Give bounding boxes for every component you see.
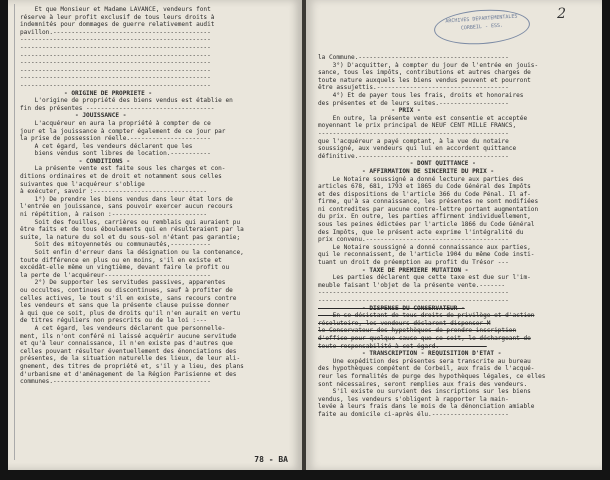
section-heading [318, 160, 594, 168]
line-text: La présente vente est faite sous les charges et con- [20, 165, 226, 173]
text-line [318, 343, 594, 351]
line-text: celles pouvant résulter éventuellement des énonciations des [20, 347, 237, 355]
line-text: toute différence en plus ou en moins, s'il en existe et [20, 256, 222, 264]
text-line [20, 36, 294, 44]
left-page [8, 0, 302, 470]
line-text: Les parties déclarent que cette taxe est due sur l'im- [318, 274, 531, 282]
line-text: excédât-elle même un vingtième, devant faire le profit ou [20, 264, 230, 272]
text-line [20, 173, 294, 181]
line-text: d'office pour quelque cause que ce soit, le déchargeant de [318, 334, 531, 342]
line-text: biens vendus sont libres de location.----------- [20, 150, 211, 158]
text-line [20, 29, 294, 37]
text-line [20, 14, 294, 22]
text-line [20, 120, 294, 128]
line-text: ---------------------------------------------------- [20, 43, 211, 51]
text-line [318, 62, 594, 70]
text-line [318, 396, 594, 404]
line-text: suivantes que l'acquéreur s'oblige [20, 180, 145, 188]
line-text: ditions ordinaires et de droit et notamment sous celles [20, 173, 222, 181]
text-line [318, 198, 594, 206]
text-line [20, 219, 294, 227]
line-text: ment, ils n'ont conféré ni laissé acquérir aucune servitude [20, 332, 237, 340]
text-line [318, 312, 594, 320]
text-line [20, 97, 294, 105]
line-text: 2°) De supporter les servitudes passives, apparentes [20, 279, 226, 287]
text-line [20, 21, 294, 29]
line-text: des hypothèques compétent de Corbeil, aux frais de l'acqué- [318, 365, 535, 373]
line-text: firme, qu'à sa connaissance, les présentes ne sont modifiées [318, 198, 539, 206]
text-line [318, 388, 594, 396]
line-text: En se désistant de tous droits de privilège et d'action [318, 312, 535, 320]
text-line [318, 259, 594, 267]
line-text: - JOUISSANCE - [20, 112, 127, 120]
text-line [318, 54, 594, 62]
line-text: S'il existe ou survient des inscriptions sur les biens [318, 388, 531, 396]
line-text: gnement, des titres de propriété et, s'il y a lieu, des plans [20, 362, 244, 370]
line-text: L'origine de propriété des biens vendus est établie en [20, 97, 233, 105]
line-text: levée à leurs frais dans le mois de la dénonciation amiable [318, 403, 535, 411]
line-text: Soit des mitoyennetés ou communautés,----------- [20, 241, 211, 249]
text-line [318, 244, 594, 252]
text-line [20, 6, 294, 14]
text-line [318, 381, 594, 389]
line-text: des présentes et de leurs suites.------------------- [318, 99, 509, 107]
text-line [20, 310, 294, 318]
line-text: à qui que ce soit, plus de droits qu'il n'en aurait en vertu [20, 309, 241, 317]
line-text: que l'acquéreur a payé comptant, à la vue du notaire [318, 137, 509, 145]
line-text: réserve à leur profit exclusif de tous leurs droits à [20, 13, 215, 21]
text-line [318, 358, 594, 366]
text-line [318, 297, 594, 305]
line-text: reur les formalités de purge des hypothèques légales, ce elles [318, 372, 546, 380]
line-text: qui le reconnaissent, de l'article 1904 du même Code insti- [318, 251, 535, 259]
line-text: à exécuter, savoir :------------------------------- [20, 188, 208, 196]
line-text: ---------------------------------------------------- [318, 289, 509, 297]
line-text: L'acquéreur en aura la propriété à compter de ce [20, 119, 211, 127]
line-text: ---------------------------------------------------- [20, 66, 211, 74]
text-line [318, 320, 594, 328]
line-text: tuant un droit de préemption au profit du Trésor --- [318, 259, 509, 267]
line-text: Soit des fouilles, carrières ou remblais qui auraient pu [20, 218, 241, 226]
text-line [20, 302, 294, 310]
text-line [20, 371, 294, 379]
line-text: ---------------------------------------------------- [20, 36, 211, 44]
text-line [318, 274, 594, 282]
section-heading [20, 90, 294, 98]
line-text: A cet égard, les vendeurs déclarent que personnelle- [20, 324, 226, 332]
text-line [318, 115, 594, 123]
text-line [20, 150, 294, 158]
text-line [318, 411, 594, 419]
line-text: ---------------------------------------------------- [20, 59, 211, 67]
text-line [20, 340, 294, 348]
text-line [20, 135, 294, 143]
line-text: moyennant le prix principal de NEUF CENT MILLE FRANCS, [318, 122, 517, 130]
text-line [20, 279, 294, 287]
text-line [20, 59, 294, 67]
line-text: sont nécessaires, seront remplies aux frais des vendeurs. [318, 380, 528, 388]
line-text: A cet égard, les vendeurs déclarent que les [20, 142, 193, 150]
line-text: 3°) D'acquitter, à compter du jour de l'entrée en jouis- [318, 61, 539, 69]
text-line [20, 52, 294, 60]
text-line [20, 333, 294, 341]
text-line [20, 241, 294, 249]
text-line [20, 355, 294, 363]
line-text: Le Notaire soussigné a donné lecture aux parties des [318, 175, 524, 183]
text-line [318, 403, 594, 411]
text-line [318, 130, 594, 138]
text-line [318, 138, 594, 146]
right-page [306, 0, 602, 470]
text-line [318, 282, 594, 290]
text-line [20, 211, 294, 219]
line-text: 4°) Et de payer tous les frais, droits et honoraires [318, 91, 524, 99]
line-text: fin des présentes ----------------------------------- [20, 104, 215, 112]
line-text: des Impôts, que le présent acte exprime l'intégralité du [318, 228, 524, 236]
line-text: En outre, la présente vente est consentie et acceptée [318, 114, 528, 122]
text-line [318, 335, 594, 343]
line-text: et qu'à leur connaissance, il n'en existe pas d'autres que [20, 340, 233, 348]
text-line [318, 229, 594, 237]
text-line [318, 213, 594, 221]
section-heading [318, 305, 594, 313]
text-line [318, 206, 594, 214]
line-text: et des dispositions de l'article 366 du Code Pénal. Il af- [318, 190, 531, 198]
line-text: Une expédition des présentes sera transcrite au bureau [318, 357, 531, 365]
line-text: le Conservateur des hypothèques de prendre inscription [318, 327, 517, 335]
text-line [318, 221, 594, 229]
line-text: - ORIGINE DE PROPRIETE - [20, 89, 153, 97]
text-line [20, 165, 294, 173]
text-line [20, 67, 294, 75]
archive-stamp [433, 7, 531, 48]
line-text: d'urbanisme et d'aménagement de la Région Parisienne et des [20, 370, 237, 378]
line-text: toute nature auxquels les biens vendus peuvent et pourront [318, 76, 531, 84]
text-line [318, 327, 594, 335]
line-text: - DONT QUITTANCE - [318, 160, 476, 168]
section-heading [20, 158, 294, 166]
text-line [20, 363, 294, 371]
text-line [318, 77, 594, 85]
line-text: ---------------------------------------------------- [20, 81, 211, 89]
text-line [20, 74, 294, 82]
text-line [318, 145, 594, 153]
line-text: celles actives, le tout s'il en existe, sans recours contre [20, 294, 237, 302]
line-text: de titres réguliers non prescrits ou de la loi :--- [20, 317, 208, 325]
line-text: ni contredites par aucune contre-lettre portant augmentation [318, 205, 539, 213]
line-text: - AFFIRMATION DE SINCERITE DU PRIX - [318, 167, 495, 175]
margin-rule [14, 4, 15, 460]
text-line [20, 128, 294, 136]
line-text: 1°) De prendre les biens vendus dans leur état lors de [20, 195, 233, 203]
text-line [20, 257, 294, 265]
text-line [20, 181, 294, 189]
line-text: indemnités pour dommages de guerre relativement audit [20, 21, 215, 29]
line-text: toute responsabilité à cet égard.------------- [318, 342, 487, 350]
line-text: ---------------------------------------------------- [20, 51, 211, 59]
line-text: Et que Monsieur et Madame LAVANCE, vendeurs font [20, 6, 211, 13]
stamp-line: ARCHIVES DEPARTEMENTALES [445, 13, 518, 25]
line-text: sous les peines édictées par l'article 1866 du Code Général [318, 221, 535, 229]
line-text: la perte de l'acquéreur----------------------------- [20, 271, 211, 279]
text-line [20, 226, 294, 234]
line-text: vendus, les vendeurs s'obligent à rapporter la main- [318, 395, 509, 403]
text-line [20, 188, 294, 196]
text-line [318, 84, 594, 92]
line-text: communes.------------------------------------------- [20, 378, 211, 386]
line-text: suite, la nature du sol et du sous-sol n'étant pas garantie; [20, 233, 241, 241]
line-text: soussigné, aux vendeurs qui lui en accordent quittance [318, 145, 517, 153]
line-text: résolutoire, les vendeurs déclarent dispenser M [318, 319, 491, 327]
line-text: ni répétition, à raison :-------------------------- [20, 211, 208, 219]
line-text: jour et la jouissance à compter également de ce jour par [20, 127, 226, 135]
text-line [20, 249, 294, 257]
text-line [20, 348, 294, 356]
text-line [20, 325, 294, 333]
text-line [20, 272, 294, 280]
line-text: faite au domicile ci-après élu.--------------------- [318, 410, 509, 418]
line-text: ---------------------------------------------------- [318, 129, 509, 137]
section-heading [20, 112, 294, 120]
left-text-block [20, 6, 294, 386]
text-line [20, 287, 294, 295]
line-text: définitive.----------------------------------------- [318, 152, 509, 160]
text-line [20, 143, 294, 151]
line-text: Soit enfin d'erreur dans la désignation ou la contenance, [20, 249, 244, 256]
line-text: du prix. En outre, les parties affirment individuellement, [318, 213, 531, 221]
text-line [20, 234, 294, 242]
text-line [318, 183, 594, 191]
text-line [318, 100, 594, 108]
folio-number: 2 [557, 6, 566, 22]
line-text: les vendeurs et sans que la présente clause puisse donner [20, 302, 230, 310]
line-text: - TAXE DE PREMIERE MUTATION - [318, 266, 469, 274]
section-heading [318, 168, 594, 176]
line-text: ou occultes, continues ou discontinues, sauf à profiter de [20, 286, 233, 294]
line-text: la Commune.----------------------------------------- [318, 54, 509, 61]
text-line [318, 69, 594, 77]
text-line [20, 317, 294, 325]
text-line [20, 82, 294, 90]
line-text: meuble faisant l'objet de la présente vente.------- [318, 281, 506, 289]
section-heading [318, 107, 594, 115]
section-heading [318, 267, 594, 275]
line-text: Le Notaire soussigné a donné connaissance aux parties, [318, 243, 531, 251]
text-line [20, 378, 294, 386]
line-text: être faits et de tous éboulements qui en résulteraient par la [20, 226, 244, 234]
text-line [318, 289, 594, 297]
line-text: l'entrée en jouissance, sans pouvoir exercer aucun recours [20, 203, 233, 211]
text-line [318, 176, 594, 184]
stamp-line: CORBEIL - ESS. [460, 22, 504, 32]
text-line [20, 295, 294, 303]
page-number: 78 - BA [254, 455, 288, 464]
line-text: - PRIX - [318, 107, 421, 115]
text-line [20, 264, 294, 272]
line-text: articles 678, 681, 1793 et 1865 du Code Général des Impôts [318, 183, 531, 191]
text-line [20, 196, 294, 204]
text-line [318, 153, 594, 161]
line-text: être assujettis.------------------------------------ [318, 84, 509, 92]
line-text: ---------------------------------------------------- [318, 297, 509, 304]
section-heading [318, 350, 594, 358]
text-line [20, 203, 294, 211]
text-line [318, 373, 594, 381]
text-line [20, 44, 294, 52]
text-line [318, 122, 594, 130]
line-text: - TRANSCRIPTION - REQUISITION D'ETAT - [318, 350, 502, 358]
text-line [20, 105, 294, 113]
line-text: prix convenu.--------------------------------------- [318, 236, 509, 244]
text-line [318, 251, 594, 259]
line-text: la prise de possession réelle.---------------------- [20, 135, 211, 143]
text-line [318, 236, 594, 244]
text-line [318, 92, 594, 100]
line-text: sance, tous les impôts, contributions et autres charges de [318, 69, 531, 77]
line-text: - DISPENSE DU CONSERVATEUR - [318, 304, 465, 312]
text-line [318, 365, 594, 373]
line-text: pavillon.------------------------------------------- [20, 28, 211, 36]
line-text: ---------------------------------------------------- [20, 74, 211, 82]
line-text: - CONDITIONS - [20, 157, 131, 165]
text-line [318, 191, 594, 199]
right-text-block [318, 54, 594, 419]
line-text: présentes, de la situation naturelle des lieux, de leur ali- [20, 355, 241, 363]
